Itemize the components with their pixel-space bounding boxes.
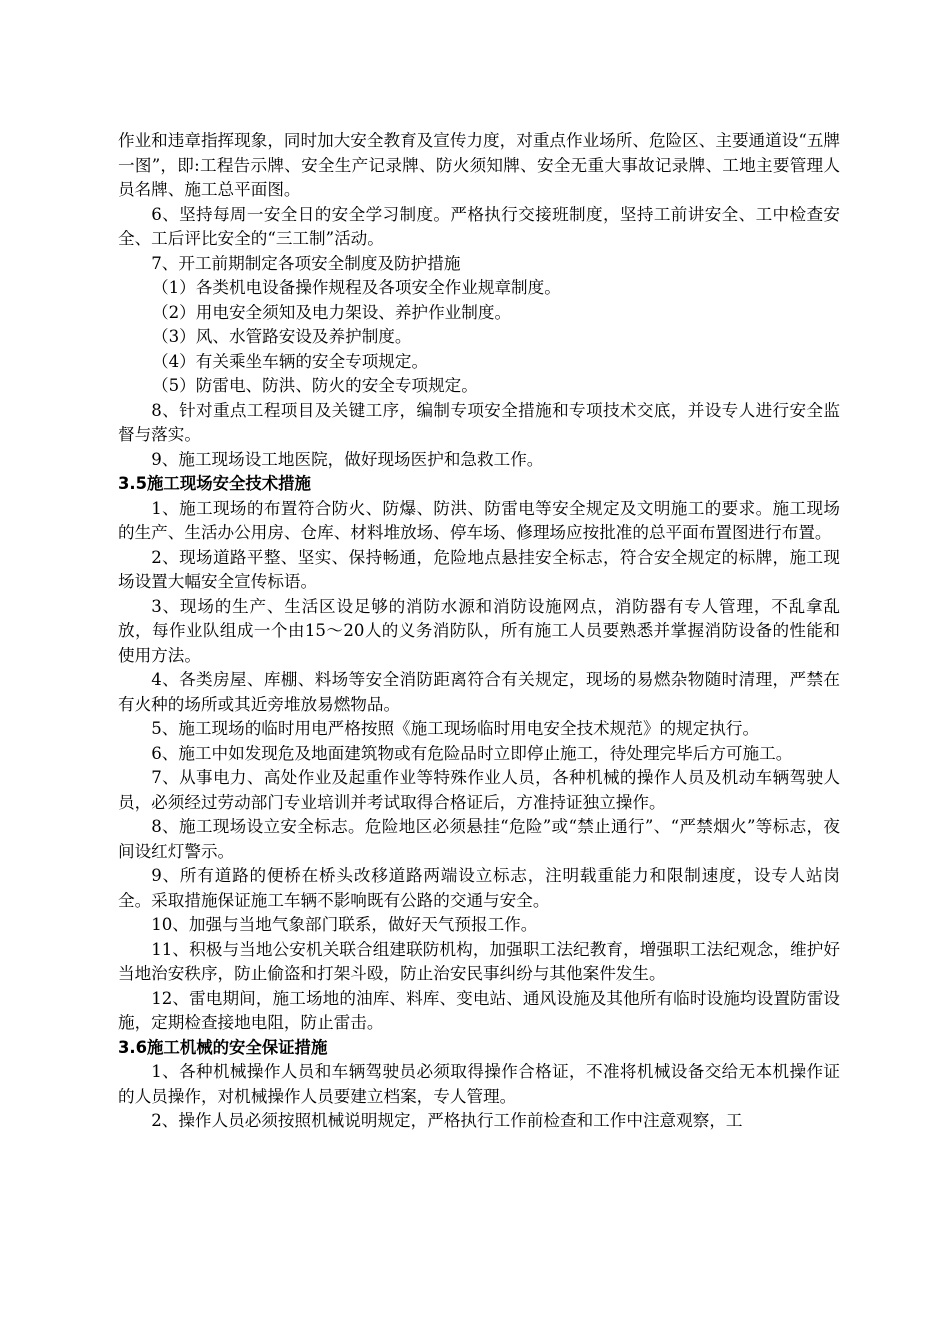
sub-item-4: （4）有关乘坐车辆的安全专项规定。	[152, 351, 429, 371]
paragraph-item-8: 8、针对重点工程项目及关键工序，编制专项安全措施和专项技术交底，并设专人进行安全监督与落实。	[118, 400, 840, 444]
paragraph-3-5-item-3: 3、现场的生产、生活区设足够的消防水源和消防设施网点，消防器有专人管理，不乱拿乱放，每作业队组成一个由15～20人的义务消防队，所有施工人员要熟悉并掌握消防设备的性能和使用方法。	[118, 596, 840, 665]
paragraph-3-5-item-4: 4、各类房屋、库棚、料场等安全消防距离符合有关规定，现场的易燃杂物随时清理，严禁在有火种的场所或其近旁堆放易燃物品。	[118, 670, 840, 714]
paragraph-3-6-item-1: 1、各种机械操作人员和车辆驾驶员必须取得操作合格证，不准将机械设备交给无本机操作证的人员操作，对机械操作人员要建立档案，专人管理。	[118, 1062, 840, 1106]
paragraph-item-7: 7、开工前期制定各项安全制度及防护措施	[151, 253, 461, 273]
paragraph-3-6-item-2: 2、操作人员必须按照机械说明规定，严格执行工作前检查和工作中注意观察，工	[151, 1111, 743, 1130]
document-page	[118, 129, 840, 1134]
paragraph-3-5-item-9: 9、所有道路的便桥在桥头改移道路两端设立标志，注明载重能力和限制速度，设专人站岗全。采取措施保证施工车辆不影响既有公路的交通与安全。	[118, 866, 840, 910]
section-heading-3-5: 3.5施工现场安全技术措施	[118, 474, 311, 493]
paragraph-3-5-item-10: 10、加强与当地气象部门联系，做好天气预报工作。	[151, 915, 538, 934]
paragraph-item-6: 6、坚持每周一安全日的安全学习制度。严格执行交接班制度，坚持工前讲安全、工中检查安全、工后评比安全的“三工制”活动。	[118, 204, 840, 248]
sub-item-5: （5）防雷电、防洪、防火的安全专项规定。	[152, 376, 478, 395]
sub-item-3: （3）风、水管路安设及养护制度。	[152, 327, 412, 346]
paragraph-continued: 作业和违章指挥现象，同时加大安全教育及宣传力度，对重点作业场所、危险区、主要通道设“五牌一图”，即:工程告示牌、安全生产记录牌、防火须知牌、安全无重大事故记录牌、工地主要管理人员名牌、施工总平面图。	[118, 131, 841, 199]
paragraph-3-5-item-8: 8、施工现场设立安全标志。危险地区必须悬挂“危险”或“禁止通行”、“严禁烟火”等标志，夜间设红灯警示。	[118, 817, 840, 861]
paragraph-3-5-item-2: 2、现场道路平整、坚实、保持畅通，危险地点悬挂安全标志，符合安全规定的标牌，施工现场设置大幅安全宣传标语。	[118, 547, 840, 591]
paragraph-3-5-item-12: 12、雷电期间，施工场地的油库、料库、变电站、通风设施及其他所有临时设施均设置防雷设施，定期检查接地电阻，防止雷击。	[118, 988, 840, 1032]
sub-item-1: （1）各类机电设备操作规程及各项安全作业规章制度。	[152, 278, 561, 297]
paragraph-3-5-item-6: 6、施工中如发现危及地面建筑物或有危险品时立即停止施工，待处理完毕后方可施工。	[151, 743, 793, 763]
paragraph-3-5-item-11: 11、积极与当地公安机关联合组建联防机构，加强职工法纪教育，增强职工法纪观念，维护好当地治安秩序，防止偷盗和打架斗殴，防止治安民事纠纷与其他案件发生。	[118, 939, 840, 983]
paragraph-item-9: 9、施工现场设工地医院，做好现场医护和急救工作。	[151, 449, 544, 469]
sub-item-2: （2）用电安全须知及电力架设、养护作业制度。	[152, 302, 512, 322]
paragraph-3-5-item-7: 7、从事电力、高处作业及起重作业等特殊作业人员，各种机械的操作人员及机动车辆驾驶人员，必须经过劳动部门专业培训并考试取得合格证后，方准持证独立操作。	[118, 768, 840, 812]
section-heading-3-6: 3.6施工机械的安全保证措施	[118, 1037, 328, 1057]
paragraph-3-5-item-1: 1、施工现场的布置符合防火、防爆、防洪、防雷电等安全规定及文明施工的要求。施工现场的生产、生活办公用房、仓库、材料堆放场、停车场、修理场应按批准的总平面布置图进行布置。	[118, 498, 840, 542]
paragraph-3-5-item-5: 5、施工现场的临时用电严格按照《施工现场临时用电安全技术规范》的规定执行。	[151, 719, 760, 738]
